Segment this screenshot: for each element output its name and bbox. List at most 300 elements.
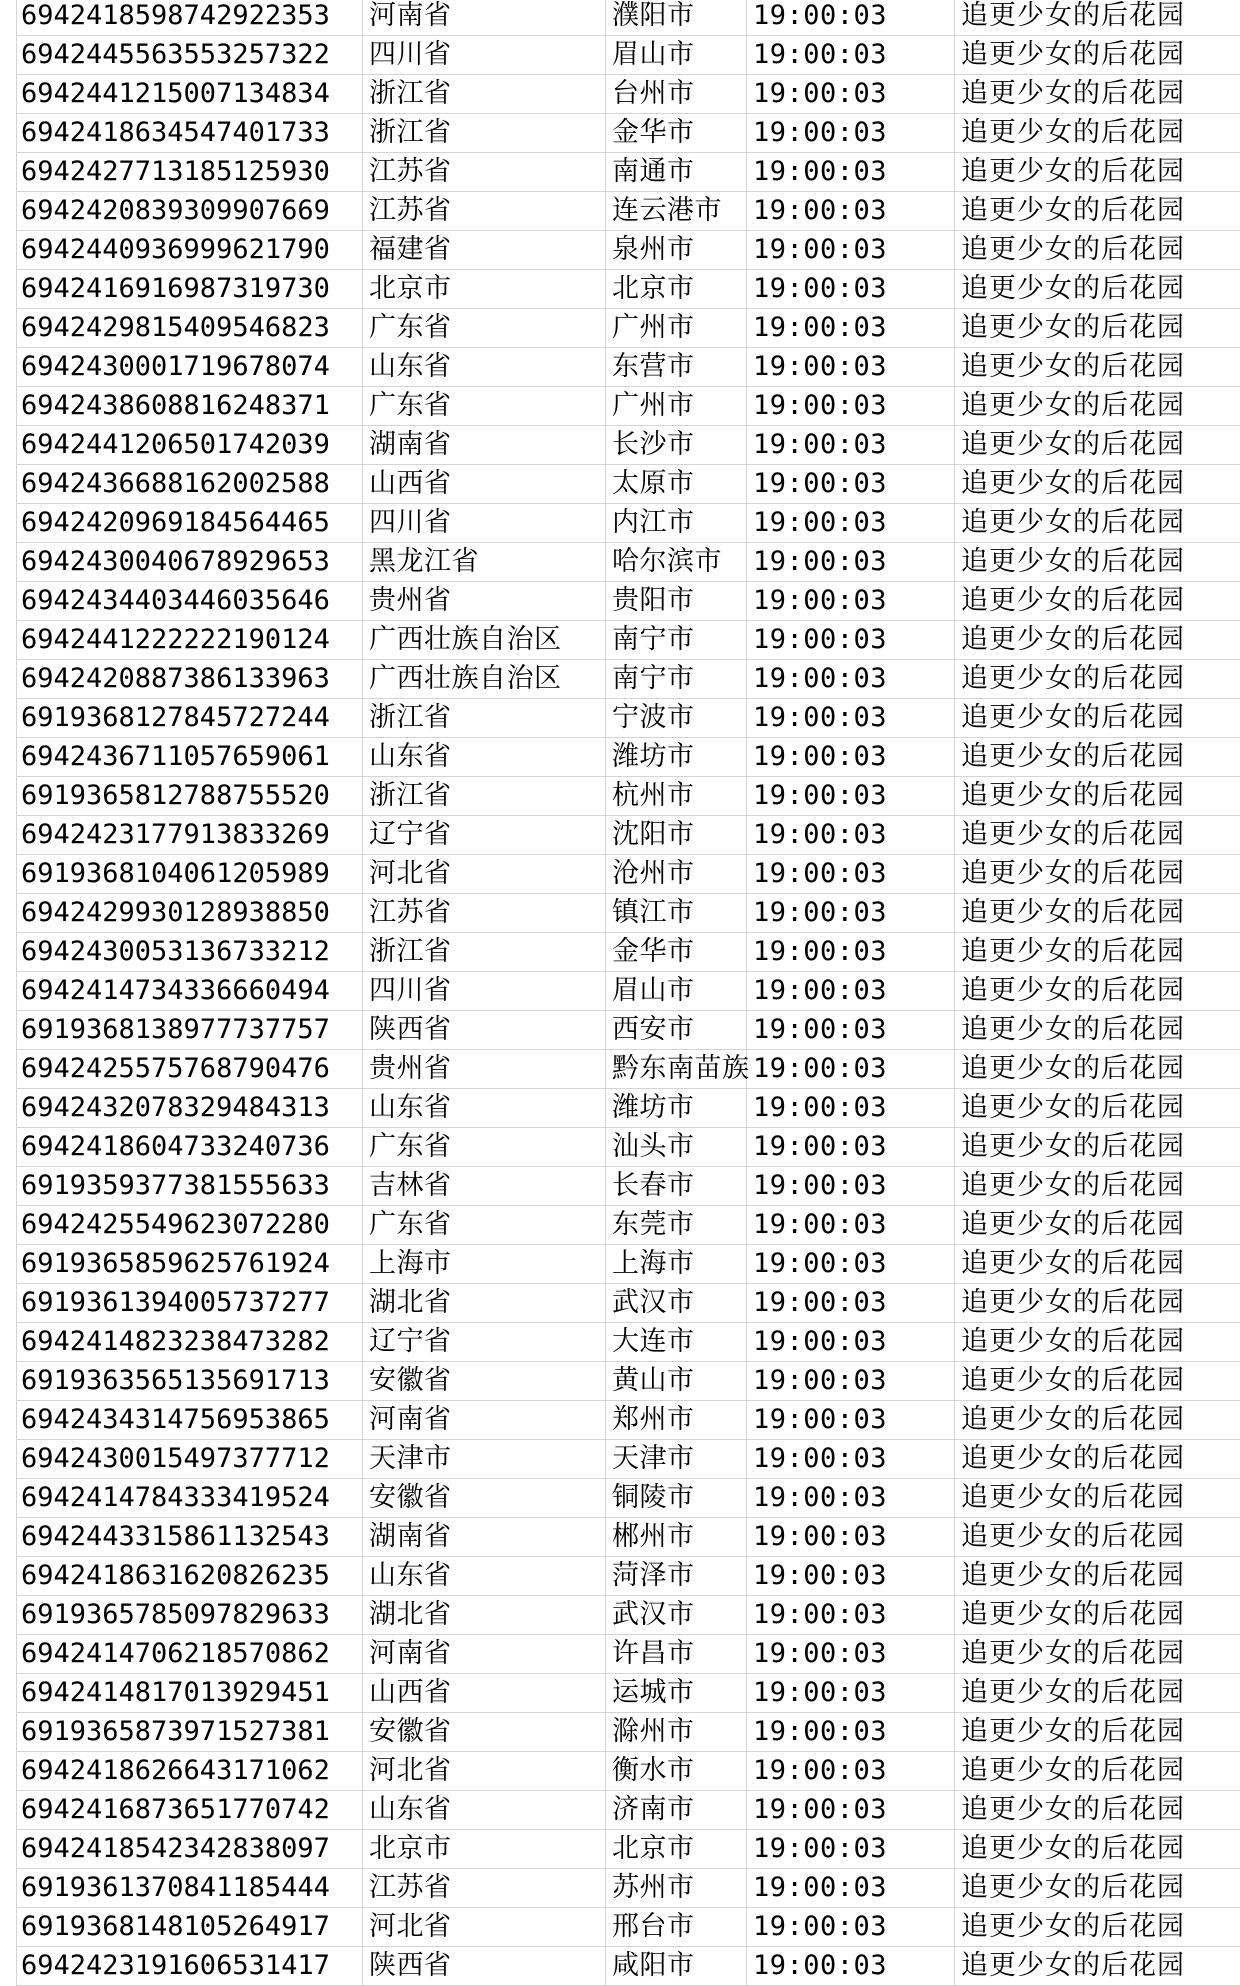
cell-time[interactable]: 19:00:03 bbox=[747, 36, 955, 75]
cell-source[interactable]: 追更少女的后花园 bbox=[955, 972, 1240, 1011]
cell-city[interactable]: 宁波市 bbox=[606, 699, 747, 738]
cell-time[interactable]: 19:00:03 bbox=[747, 1518, 955, 1557]
cell-time[interactable]: 19:00:03 bbox=[747, 348, 955, 387]
cell-city[interactable]: 长沙市 bbox=[606, 426, 747, 465]
cell-source[interactable]: 追更少女的后花园 bbox=[955, 1089, 1240, 1128]
cell-user-id[interactable]: 6942416873651770742 bbox=[17, 1791, 363, 1830]
cell-user-id[interactable]: 6942427713185125930 bbox=[17, 153, 363, 192]
cell-source[interactable]: 追更少女的后花园 bbox=[955, 1440, 1240, 1479]
cell-province[interactable]: 辽宁省 bbox=[363, 1323, 606, 1362]
cell-province[interactable]: 广西壮族自治区 bbox=[363, 621, 606, 660]
cell-province[interactable]: 黑龙江省 bbox=[363, 543, 606, 582]
cell-province[interactable]: 河北省 bbox=[363, 1908, 606, 1947]
cell-source[interactable]: 追更少女的后花园 bbox=[955, 309, 1240, 348]
cell-user-id[interactable]: 6942443315861132543 bbox=[17, 1518, 363, 1557]
cell-city[interactable]: 东营市 bbox=[606, 348, 747, 387]
cell-province[interactable]: 安徽省 bbox=[363, 1479, 606, 1518]
table-row bbox=[17, 1011, 1240, 1050]
cell-time[interactable]: 19:00:03 bbox=[747, 1050, 955, 1089]
cell-user-id[interactable]: 6919365785097829633 bbox=[17, 1596, 363, 1635]
cell-source[interactable]: 追更少女的后花园 bbox=[955, 348, 1240, 387]
cell-user-id[interactable]: 6919368104061205989 bbox=[17, 855, 363, 894]
cell-province[interactable]: 广东省 bbox=[363, 1206, 606, 1245]
table-row bbox=[17, 543, 1240, 582]
cell-city[interactable]: 菏泽市 bbox=[606, 1557, 747, 1596]
cell-time[interactable]: 19:00:03 bbox=[747, 543, 955, 582]
cell-user-id[interactable]: 6942434314756953865 bbox=[17, 1401, 363, 1440]
cell-province[interactable]: 四川省 bbox=[363, 504, 606, 543]
cell-province[interactable]: 广西壮族自治区 bbox=[363, 660, 606, 699]
cell-city[interactable]: 苏州市 bbox=[606, 1869, 747, 1908]
cell-time[interactable]: 19:00:03 bbox=[747, 777, 955, 816]
cell-source[interactable]: 追更少女的后花园 bbox=[955, 738, 1240, 777]
cell-user-id[interactable]: 6942440936999621790 bbox=[17, 231, 363, 270]
table-row bbox=[17, 621, 1240, 660]
cell-city[interactable]: 邢台市 bbox=[606, 1908, 747, 1947]
cell-user-id[interactable]: 6942418626643171062 bbox=[17, 1752, 363, 1791]
cell-source[interactable]: 追更少女的后花园 bbox=[955, 621, 1240, 660]
cell-user-id[interactable]: 6942416916987319730 bbox=[17, 270, 363, 309]
cell-user-id[interactable]: 6919363565135691713 bbox=[17, 1362, 363, 1401]
cell-time[interactable]: 19:00:03 bbox=[747, 1869, 955, 1908]
cell-province[interactable]: 江苏省 bbox=[363, 192, 606, 231]
table-row bbox=[17, 1752, 1240, 1791]
table-body bbox=[17, 0, 1240, 1986]
cell-province[interactable]: 山东省 bbox=[363, 738, 606, 777]
cell-city[interactable]: 黔东南苗族 bbox=[606, 1050, 747, 1089]
cell-source[interactable]: 追更少女的后花园 bbox=[955, 1167, 1240, 1206]
cell-user-id[interactable]: 6942430053136733212 bbox=[17, 933, 363, 972]
table-row bbox=[17, 1557, 1240, 1596]
cell-time[interactable]: 19:00:03 bbox=[747, 1284, 955, 1323]
table-row bbox=[17, 1791, 1240, 1830]
cell-user-id[interactable]: 6919368127845727244 bbox=[17, 699, 363, 738]
cell-city[interactable]: 沈阳市 bbox=[606, 816, 747, 855]
cell-province[interactable]: 山东省 bbox=[363, 1557, 606, 1596]
cell-time[interactable]: 19:00:03 bbox=[747, 894, 955, 933]
cell-city[interactable]: 金华市 bbox=[606, 933, 747, 972]
cell-source[interactable]: 追更少女的后花园 bbox=[955, 855, 1240, 894]
table-row bbox=[17, 933, 1240, 972]
cell-province[interactable]: 河南省 bbox=[363, 1401, 606, 1440]
cell-user-id[interactable]: 6919361370841185444 bbox=[17, 1869, 363, 1908]
cell-user-id[interactable]: 6942418598742922353 bbox=[17, 0, 363, 36]
cell-city[interactable]: 眉山市 bbox=[606, 36, 747, 75]
cell-source[interactable]: 追更少女的后花园 bbox=[955, 1050, 1240, 1089]
cell-city[interactable]: 贵阳市 bbox=[606, 582, 747, 621]
cell-user-id[interactable]: 6919361394005737277 bbox=[17, 1284, 363, 1323]
cell-source[interactable]: 追更少女的后花园 bbox=[955, 1674, 1240, 1713]
cell-time[interactable]: 19:00:03 bbox=[747, 1128, 955, 1167]
cell-user-id[interactable]: 6942430001719678074 bbox=[17, 348, 363, 387]
cell-time[interactable]: 19:00:03 bbox=[747, 1674, 955, 1713]
cell-time[interactable]: 19:00:03 bbox=[747, 1830, 955, 1869]
cell-province[interactable]: 天津市 bbox=[363, 1440, 606, 1479]
cell-city[interactable]: 沧州市 bbox=[606, 855, 747, 894]
cell-city[interactable]: 东莞市 bbox=[606, 1206, 747, 1245]
cell-source[interactable]: 追更少女的后花园 bbox=[955, 1284, 1240, 1323]
cell-province[interactable]: 山西省 bbox=[363, 1674, 606, 1713]
cell-city[interactable]: 广州市 bbox=[606, 387, 747, 426]
cell-province[interactable]: 北京市 bbox=[363, 1830, 606, 1869]
cell-user-id[interactable]: 6942418542342838097 bbox=[17, 1830, 363, 1869]
cell-user-id[interactable]: 6942414823238473282 bbox=[17, 1323, 363, 1362]
cell-province[interactable]: 福建省 bbox=[363, 231, 606, 270]
cell-time[interactable]: 19:00:03 bbox=[747, 855, 955, 894]
cell-time[interactable]: 19:00:03 bbox=[747, 387, 955, 426]
cell-source[interactable]: 追更少女的后花园 bbox=[955, 1752, 1240, 1791]
cell-source[interactable]: 追更少女的后花园 bbox=[955, 270, 1240, 309]
table-row bbox=[17, 1596, 1240, 1635]
cell-user-id[interactable]: 6942430015497377712 bbox=[17, 1440, 363, 1479]
table-row bbox=[17, 1479, 1240, 1518]
cell-source[interactable]: 追更少女的后花园 bbox=[955, 75, 1240, 114]
cell-province[interactable]: 四川省 bbox=[363, 36, 606, 75]
cell-time[interactable]: 19:00:03 bbox=[747, 1011, 955, 1050]
cell-source[interactable]: 追更少女的后花园 bbox=[955, 894, 1240, 933]
table-row bbox=[17, 1050, 1240, 1089]
cell-city[interactable]: 黄山市 bbox=[606, 1362, 747, 1401]
table-row bbox=[17, 660, 1240, 699]
cell-user-id[interactable]: 6942429815409546823 bbox=[17, 309, 363, 348]
cell-province[interactable]: 陕西省 bbox=[363, 1947, 606, 1986]
cell-user-id[interactable]: 6942441206501742039 bbox=[17, 426, 363, 465]
table-row bbox=[17, 231, 1240, 270]
cell-time[interactable]: 19:00:03 bbox=[747, 1401, 955, 1440]
cell-province[interactable]: 贵州省 bbox=[363, 582, 606, 621]
cell-source[interactable]: 追更少女的后花园 bbox=[955, 1557, 1240, 1596]
cell-province[interactable]: 广东省 bbox=[363, 387, 606, 426]
cell-province[interactable]: 河南省 bbox=[363, 1635, 606, 1674]
cell-time[interactable]: 19:00:03 bbox=[747, 1323, 955, 1362]
cell-user-id[interactable]: 6919359377381555633 bbox=[17, 1167, 363, 1206]
cell-source[interactable]: 追更少女的后花园 bbox=[955, 777, 1240, 816]
cell-time[interactable]: 19:00:03 bbox=[747, 621, 955, 660]
cell-source[interactable]: 追更少女的后花园 bbox=[955, 192, 1240, 231]
cell-city[interactable]: 郴州市 bbox=[606, 1518, 747, 1557]
cell-city[interactable]: 北京市 bbox=[606, 1830, 747, 1869]
cell-city[interactable]: 衡水市 bbox=[606, 1752, 747, 1791]
cell-user-id[interactable]: 6942420839309907669 bbox=[17, 192, 363, 231]
cell-province[interactable]: 陕西省 bbox=[363, 1011, 606, 1050]
cell-source[interactable]: 追更少女的后花园 bbox=[955, 1206, 1240, 1245]
cell-source[interactable]: 追更少女的后花园 bbox=[955, 816, 1240, 855]
table-row bbox=[17, 777, 1240, 816]
cell-province[interactable]: 浙江省 bbox=[363, 933, 606, 972]
cell-time[interactable]: 19:00:03 bbox=[747, 1440, 955, 1479]
cell-city[interactable]: 天津市 bbox=[606, 1440, 747, 1479]
cell-time[interactable]: 19:00:03 bbox=[747, 1713, 955, 1752]
cell-user-id[interactable]: 6942438608816248371 bbox=[17, 387, 363, 426]
cell-source[interactable]: 追更少女的后花园 bbox=[955, 1518, 1240, 1557]
cell-time[interactable]: 19:00:03 bbox=[747, 1167, 955, 1206]
cell-source[interactable]: 追更少女的后花园 bbox=[955, 1323, 1240, 1362]
table-row bbox=[17, 0, 1240, 36]
cell-city[interactable]: 铜陵市 bbox=[606, 1479, 747, 1518]
cell-source[interactable]: 追更少女的后花园 bbox=[955, 36, 1240, 75]
cell-time[interactable]: 19:00:03 bbox=[747, 1479, 955, 1518]
table-row bbox=[17, 894, 1240, 933]
cell-city[interactable]: 连云港市 bbox=[606, 192, 747, 231]
cell-province[interactable]: 山西省 bbox=[363, 465, 606, 504]
cell-time[interactable]: 19:00:03 bbox=[747, 270, 955, 309]
cell-source[interactable]: 追更少女的后花园 bbox=[955, 387, 1240, 426]
table-row bbox=[17, 504, 1240, 543]
cell-user-id[interactable]: 6942425575768790476 bbox=[17, 1050, 363, 1089]
table-row bbox=[17, 1245, 1240, 1284]
cell-source[interactable]: 追更少女的后花园 bbox=[955, 1635, 1240, 1674]
cell-source[interactable]: 追更少女的后花园 bbox=[955, 1908, 1240, 1947]
cell-user-id[interactable]: 6919365859625761924 bbox=[17, 1245, 363, 1284]
cell-user-id[interactable]: 6942414706218570862 bbox=[17, 1635, 363, 1674]
cell-source[interactable]: 追更少女的后花园 bbox=[955, 1947, 1240, 1986]
cell-source[interactable]: 追更少女的后花园 bbox=[955, 1245, 1240, 1284]
cell-user-id[interactable]: 6942414817013929451 bbox=[17, 1674, 363, 1713]
cell-city[interactable]: 潍坊市 bbox=[606, 1089, 747, 1128]
table-row bbox=[17, 153, 1240, 192]
cell-time[interactable]: 19:00:03 bbox=[747, 75, 955, 114]
table-row bbox=[17, 1869, 1240, 1908]
cell-city[interactable]: 镇江市 bbox=[606, 894, 747, 933]
cell-time[interactable]: 19:00:03 bbox=[747, 1752, 955, 1791]
cell-city[interactable]: 大连市 bbox=[606, 1323, 747, 1362]
cell-time[interactable]: 19:00:03 bbox=[747, 1635, 955, 1674]
table-row bbox=[17, 855, 1240, 894]
cell-user-id[interactable]: 6942414784333419524 bbox=[17, 1479, 363, 1518]
cell-source[interactable]: 追更少女的后花园 bbox=[955, 1830, 1240, 1869]
cell-time[interactable]: 19:00:03 bbox=[747, 153, 955, 192]
table-row bbox=[17, 1830, 1240, 1869]
cell-user-id[interactable]: 6942423177913833269 bbox=[17, 816, 363, 855]
cell-time[interactable]: 19:00:03 bbox=[747, 816, 955, 855]
cell-user-id[interactable]: 6942436688162002588 bbox=[17, 465, 363, 504]
table-row bbox=[17, 387, 1240, 426]
cell-user-id[interactable]: 6942436711057659061 bbox=[17, 738, 363, 777]
cell-province[interactable]: 湖北省 bbox=[363, 1284, 606, 1323]
cell-user-id[interactable]: 6942429930128938850 bbox=[17, 894, 363, 933]
cell-source[interactable]: 追更少女的后花园 bbox=[955, 504, 1240, 543]
cell-province[interactable]: 山东省 bbox=[363, 1791, 606, 1830]
cell-province[interactable]: 浙江省 bbox=[363, 699, 606, 738]
cell-city[interactable]: 济南市 bbox=[606, 1791, 747, 1830]
cell-province[interactable]: 山东省 bbox=[363, 1089, 606, 1128]
cell-city[interactable]: 泉州市 bbox=[606, 231, 747, 270]
cell-source[interactable]: 追更少女的后花园 bbox=[955, 1869, 1240, 1908]
table-row bbox=[17, 426, 1240, 465]
cell-city[interactable]: 眉山市 bbox=[606, 972, 747, 1011]
cell-province[interactable]: 广东省 bbox=[363, 1128, 606, 1167]
table-row bbox=[17, 816, 1240, 855]
cell-time[interactable]: 19:00:03 bbox=[747, 933, 955, 972]
cell-city[interactable]: 金华市 bbox=[606, 114, 747, 153]
cell-user-id[interactable]: 6942434403446035646 bbox=[17, 582, 363, 621]
cell-source[interactable]: 追更少女的后花园 bbox=[955, 660, 1240, 699]
cell-province[interactable]: 上海市 bbox=[363, 1245, 606, 1284]
cell-user-id[interactable]: 6942418634547401733 bbox=[17, 114, 363, 153]
cell-city[interactable]: 南宁市 bbox=[606, 621, 747, 660]
cell-province[interactable]: 江苏省 bbox=[363, 894, 606, 933]
cell-province[interactable]: 四川省 bbox=[363, 972, 606, 1011]
cell-province[interactable]: 广东省 bbox=[363, 309, 606, 348]
table-row bbox=[17, 1206, 1240, 1245]
cell-source[interactable]: 追更少女的后花园 bbox=[955, 0, 1240, 36]
cell-source[interactable]: 追更少女的后花园 bbox=[955, 1713, 1240, 1752]
cell-user-id[interactable]: 6919368148105264917 bbox=[17, 1908, 363, 1947]
table-row bbox=[17, 1323, 1240, 1362]
cell-province[interactable]: 辽宁省 bbox=[363, 816, 606, 855]
cell-source[interactable]: 追更少女的后花园 bbox=[955, 1362, 1240, 1401]
table-row bbox=[17, 1089, 1240, 1128]
cell-user-id[interactable]: 6942423191606531417 bbox=[17, 1947, 363, 1986]
cell-time[interactable]: 19:00:03 bbox=[747, 465, 955, 504]
cell-source[interactable]: 追更少女的后花园 bbox=[955, 426, 1240, 465]
cell-city[interactable]: 北京市 bbox=[606, 270, 747, 309]
cell-province[interactable]: 江苏省 bbox=[363, 1869, 606, 1908]
cell-province[interactable]: 山东省 bbox=[363, 348, 606, 387]
cell-user-id[interactable]: 6942418604733240736 bbox=[17, 1128, 363, 1167]
cell-province[interactable]: 河南省 bbox=[363, 0, 606, 36]
cell-user-id[interactable]: 6919368138977737757 bbox=[17, 1011, 363, 1050]
cell-city[interactable]: 西安市 bbox=[606, 1011, 747, 1050]
cell-user-id[interactable]: 6942418631620826235 bbox=[17, 1557, 363, 1596]
cell-time[interactable]: 19:00:03 bbox=[747, 1791, 955, 1830]
data-table bbox=[16, 0, 1240, 1986]
cell-user-id[interactable]: 6942420969184564465 bbox=[17, 504, 363, 543]
cell-province[interactable]: 湖北省 bbox=[363, 1596, 606, 1635]
cell-province[interactable]: 河北省 bbox=[363, 855, 606, 894]
cell-province[interactable]: 湖南省 bbox=[363, 1518, 606, 1557]
table-row bbox=[17, 738, 1240, 777]
cell-city[interactable]: 武汉市 bbox=[606, 1284, 747, 1323]
cell-time[interactable]: 19:00:03 bbox=[747, 309, 955, 348]
cell-province[interactable]: 湖南省 bbox=[363, 426, 606, 465]
cell-province[interactable]: 安徽省 bbox=[363, 1362, 606, 1401]
cell-source[interactable]: 追更少女的后花园 bbox=[955, 1128, 1240, 1167]
cell-city[interactable]: 汕头市 bbox=[606, 1128, 747, 1167]
table-row bbox=[17, 1167, 1240, 1206]
cell-city[interactable]: 潍坊市 bbox=[606, 738, 747, 777]
cell-time[interactable]: 19:00:03 bbox=[747, 1908, 955, 1947]
cell-source[interactable]: 追更少女的后花园 bbox=[955, 1011, 1240, 1050]
cell-user-id[interactable]: 6942425549623072280 bbox=[17, 1206, 363, 1245]
cell-time[interactable]: 19:00:03 bbox=[747, 972, 955, 1011]
cell-source[interactable]: 追更少女的后花园 bbox=[955, 582, 1240, 621]
cell-time[interactable]: 19:00:03 bbox=[747, 0, 955, 36]
cell-source[interactable]: 追更少女的后花园 bbox=[955, 153, 1240, 192]
cell-source[interactable]: 追更少女的后花园 bbox=[955, 1791, 1240, 1830]
cell-source[interactable]: 追更少女的后花园 bbox=[955, 933, 1240, 972]
cell-source[interactable]: 追更少女的后花园 bbox=[955, 543, 1240, 582]
table-row bbox=[17, 1362, 1240, 1401]
cell-source[interactable]: 追更少女的后花园 bbox=[955, 1596, 1240, 1635]
cell-user-id[interactable]: 6919365812788755520 bbox=[17, 777, 363, 816]
table-row bbox=[17, 270, 1240, 309]
cell-user-id[interactable]: 6942414734336660494 bbox=[17, 972, 363, 1011]
cell-province[interactable]: 江苏省 bbox=[363, 153, 606, 192]
table-row bbox=[17, 1674, 1240, 1713]
cell-city[interactable]: 南通市 bbox=[606, 153, 747, 192]
cell-time[interactable]: 19:00:03 bbox=[747, 504, 955, 543]
cell-province[interactable]: 吉林省 bbox=[363, 1167, 606, 1206]
cell-user-id[interactable]: 6942445563553257322 bbox=[17, 36, 363, 75]
cell-source[interactable]: 追更少女的后花园 bbox=[955, 231, 1240, 270]
cell-time[interactable]: 19:00:03 bbox=[747, 699, 955, 738]
cell-time[interactable]: 19:00:03 bbox=[747, 1089, 955, 1128]
cell-city[interactable]: 哈尔滨市 bbox=[606, 543, 747, 582]
cell-province[interactable]: 浙江省 bbox=[363, 75, 606, 114]
cell-city[interactable]: 武汉市 bbox=[606, 1596, 747, 1635]
cell-city[interactable]: 广州市 bbox=[606, 309, 747, 348]
cell-time[interactable]: 19:00:03 bbox=[747, 1206, 955, 1245]
table-row bbox=[17, 1401, 1240, 1440]
cell-city[interactable]: 太原市 bbox=[606, 465, 747, 504]
cell-user-id[interactable]: 6942420887386133963 bbox=[17, 660, 363, 699]
cell-city[interactable]: 台州市 bbox=[606, 75, 747, 114]
cell-province[interactable]: 贵州省 bbox=[363, 1050, 606, 1089]
table-row bbox=[17, 699, 1240, 738]
cell-source[interactable]: 追更少女的后花园 bbox=[955, 699, 1240, 738]
cell-time[interactable]: 19:00:03 bbox=[747, 1596, 955, 1635]
table-row bbox=[17, 114, 1240, 153]
cell-user-id[interactable]: 6942432078329484313 bbox=[17, 1089, 363, 1128]
cell-user-id[interactable]: 6942430040678929653 bbox=[17, 543, 363, 582]
cell-time[interactable]: 19:00:03 bbox=[747, 192, 955, 231]
cell-time[interactable]: 19:00:03 bbox=[747, 738, 955, 777]
cell-province[interactable]: 浙江省 bbox=[363, 114, 606, 153]
cell-time[interactable]: 19:00:03 bbox=[747, 231, 955, 270]
cell-city[interactable]: 滁州市 bbox=[606, 1713, 747, 1752]
cell-source[interactable]: 追更少女的后花园 bbox=[955, 114, 1240, 153]
table-row bbox=[17, 1128, 1240, 1167]
cell-city[interactable]: 咸阳市 bbox=[606, 1947, 747, 1986]
cell-city[interactable]: 运城市 bbox=[606, 1674, 747, 1713]
cell-city[interactable]: 长春市 bbox=[606, 1167, 747, 1206]
cell-city[interactable]: 杭州市 bbox=[606, 777, 747, 816]
cell-user-id[interactable]: 6919365873971527381 bbox=[17, 1713, 363, 1752]
cell-time[interactable]: 19:00:03 bbox=[747, 426, 955, 465]
table-row bbox=[17, 309, 1240, 348]
cell-city[interactable]: 濮阳市 bbox=[606, 0, 747, 36]
cell-source[interactable]: 追更少女的后花园 bbox=[955, 1479, 1240, 1518]
cell-source[interactable]: 追更少女的后花园 bbox=[955, 1401, 1240, 1440]
cell-time[interactable]: 19:00:03 bbox=[747, 660, 955, 699]
table-row bbox=[17, 1518, 1240, 1557]
cell-city[interactable]: 内江市 bbox=[606, 504, 747, 543]
cell-province[interactable]: 河北省 bbox=[363, 1752, 606, 1791]
cell-time[interactable]: 19:00:03 bbox=[747, 1362, 955, 1401]
cell-city[interactable]: 上海市 bbox=[606, 1245, 747, 1284]
table-row bbox=[17, 582, 1240, 621]
table-row bbox=[17, 1947, 1240, 1986]
cell-user-id[interactable]: 6942441222222190124 bbox=[17, 621, 363, 660]
cell-time[interactable]: 19:00:03 bbox=[747, 582, 955, 621]
cell-source[interactable]: 追更少女的后花园 bbox=[955, 465, 1240, 504]
cell-city[interactable]: 许昌市 bbox=[606, 1635, 747, 1674]
cell-province[interactable]: 浙江省 bbox=[363, 777, 606, 816]
cell-time[interactable]: 19:00:03 bbox=[747, 1245, 955, 1284]
cell-user-id[interactable]: 6942441215007134834 bbox=[17, 75, 363, 114]
table-row bbox=[17, 75, 1240, 114]
cell-time[interactable]: 19:00:03 bbox=[747, 1947, 955, 1986]
cell-province[interactable]: 北京市 bbox=[363, 270, 606, 309]
cell-time[interactable]: 19:00:03 bbox=[747, 1557, 955, 1596]
cell-city[interactable]: 郑州市 bbox=[606, 1401, 747, 1440]
table-row bbox=[17, 1635, 1240, 1674]
cell-province[interactable]: 安徽省 bbox=[363, 1713, 606, 1752]
table-row bbox=[17, 1284, 1240, 1323]
cell-time[interactable]: 19:00:03 bbox=[747, 114, 955, 153]
cell-city[interactable]: 南宁市 bbox=[606, 660, 747, 699]
